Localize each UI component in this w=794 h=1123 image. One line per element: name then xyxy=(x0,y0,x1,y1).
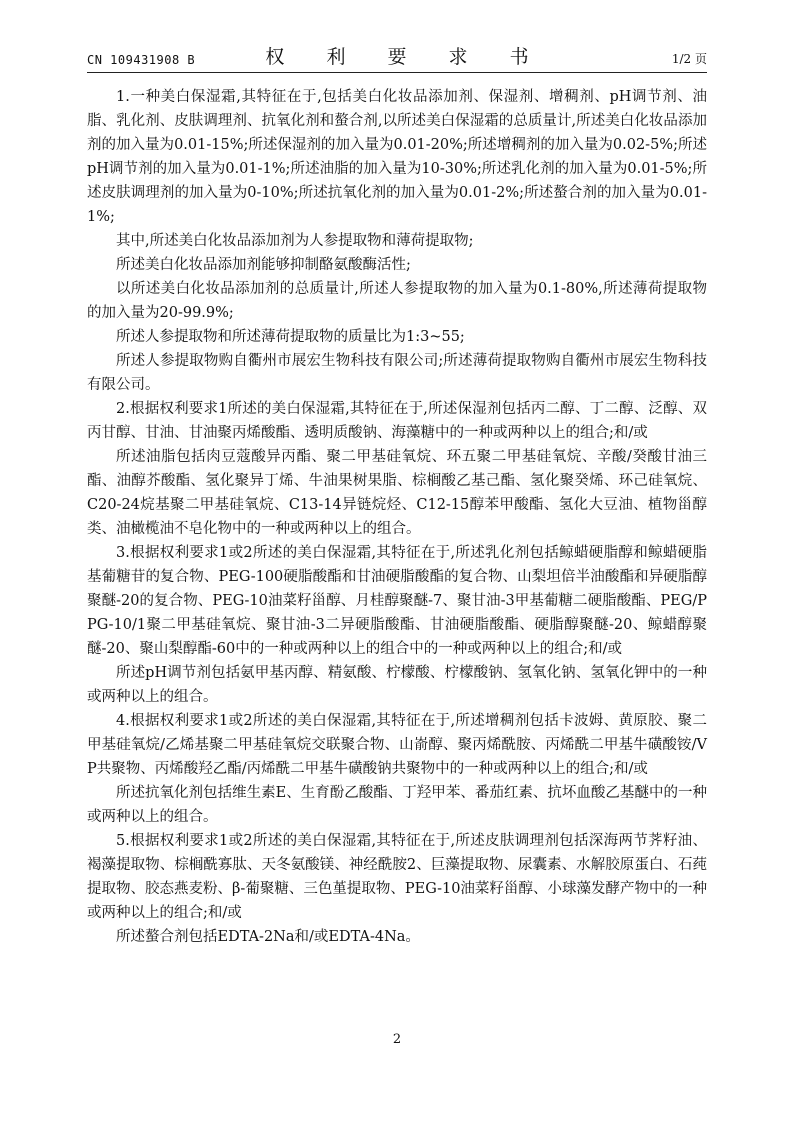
claim-paragraph: 所述美白化妆品添加剂能够抑制酪氨酸酶活性; xyxy=(116,257,411,273)
claims-body xyxy=(87,85,707,949)
claim-paragraph: 2.根据权利要求1所述的美白保湿霜,其特征在于,所述保湿剂包括丙二醇、丁二醇、泛醇、双丙甘醇、甘油、甘油聚丙烯酸酯、透明质酸钠、海藻糖中的一种或两种以上的组合;和/或 xyxy=(87,401,707,441)
claim-paragraph: 所述pH调节剂包括氨甲基丙醇、精氨酸、柠檬酸、柠檬酸钠、氢氧化钠、氢氧化钾中的一种或两种以上的组合。 xyxy=(87,665,707,705)
page-header xyxy=(87,42,707,73)
claim-paragraph: 4.根据权利要求1或2所述的美白保湿霜,其特征在于,所述增稠剂包括卡波姆、黄原胶、聚二甲基硅氧烷/乙烯基聚二甲基硅氧烷交联聚合物、山嵛醇、聚丙烯酰胺、丙烯酰二甲基牛磺酸铵/VP共聚物、丙烯酸羟乙酯/丙烯酰二甲基牛磺酸钠共聚物中的一种或两种以上的组合;和/或 xyxy=(87,713,707,777)
publication-number: CN 109431908 B xyxy=(87,53,196,67)
claim-paragraph: 其中,所述美白化妆品添加剂为人参提取物和薄荷提取物; xyxy=(116,233,474,249)
page-number: 2 xyxy=(392,1032,402,1047)
page-indicator: 1/2 页 xyxy=(671,52,707,66)
claim-paragraph: 5.根据权利要求1或2所述的美白保湿霜,其特征在于,所述皮肤调理剂包括深海两节荠籽油、褐藻提取物、棕榈酰寡肽、天冬氨酸镁、神经酰胺2、巨藻提取物、尿囊素、水解胶原蛋白、石莼提取物、胶态燕麦粉、β-葡聚糖、三色堇提取物、PEG-10油菜籽甾醇、小球藻发酵产物中的一种或两种以上的组合;和/或 xyxy=(87,833,707,921)
claim-paragraph: 所述抗氧化剂包括维生素E、生育酚乙酸酯、丁羟甲苯、番茄红素、抗坏血酸乙基醚中的一种或两种以上的组合。 xyxy=(87,785,707,825)
claim-paragraph: 所述人参提取物购自衢州市展宏生物科技有限公司;所述薄荷提取物购自衢州市展宏生物科技有限公司。 xyxy=(87,353,707,393)
claim-paragraph: 所述人参提取物和所述薄荷提取物的质量比为1:3~55; xyxy=(116,329,465,345)
claim-paragraph: 3.根据权利要求1或2所述的美白保湿霜,其特征在于,所述乳化剂包括鲸蜡硬脂醇和鲸蜡硬脂基葡糖苷的复合物、PEG-100硬脂酸酯和甘油硬脂酸酯的复合物、山梨坦倍半油酸酯和异硬脂醇聚醚-20的复合物、PEG-10油菜籽甾醇、月桂醇聚醚-7、聚甘油-3甲基葡糖二硬脂酸酯、PEG/PPG-10/1聚二甲基硅氧烷、聚甘油-3二异硬脂酸酯、甘油硬脂酸酯、硬脂醇聚醚-20、鲸蜡醇聚醚-20、聚山梨醇酯-60中的一种或两种以上的组合中的一种或两种以上的组合;和/或 xyxy=(87,545,707,657)
claim-paragraph: 1.一种美白保湿霜,其特征在于,包括美白化妆品添加剂、保湿剂、增稠剂、pH调节剂、油脂、乳化剂、皮肤调理剂、抗氧化剂和螯合剂,以所述美白保湿霜的总质量计,所述美白化妆品添加剂的加入量为0.01-15%;所述保湿剂的加入量为0.01-20%;所述增稠剂的加入量为0.02-5%;所述pH调节剂的加入量为0.01-1%;所述油脂的加入量为10-30%;所述乳化剂的加入量为0.01-5%;所述皮肤调理剂的加入量为0-10%;所述抗氧化剂的加入量为0.01-2%;所述螯合剂的加入量为0.01-1%; xyxy=(87,89,707,225)
claim-paragraph: 所述油脂包括肉豆蔻酸异丙酯、聚二甲基硅氧烷、环五聚二甲基硅氧烷、辛酸/癸酸甘油三酯、油醇芥酸酯、氢化聚异丁烯、牛油果树果脂、棕榈酸乙基己酯、氢化聚癸烯、环己硅氧烷、C20-24烷基聚二甲基硅氧烷、C13-14异链烷烃、C12-15醇苯甲酸酯、氢化大豆油、植物甾醇类、油橄榄油不皂化物中的一种或两种以上的组合。 xyxy=(87,449,707,537)
claim-paragraph: 所述螯合剂包括EDTA-2Na和/或EDTA-4Na。 xyxy=(116,929,420,945)
document-title: 权 利 要 求 书 xyxy=(265,46,547,68)
claim-paragraph: 以所述美白化妆品添加剂的总质量计,所述人参提取物的加入量为0.1-80%,所述薄荷提取物的加入量为20-99.9%; xyxy=(87,281,707,321)
